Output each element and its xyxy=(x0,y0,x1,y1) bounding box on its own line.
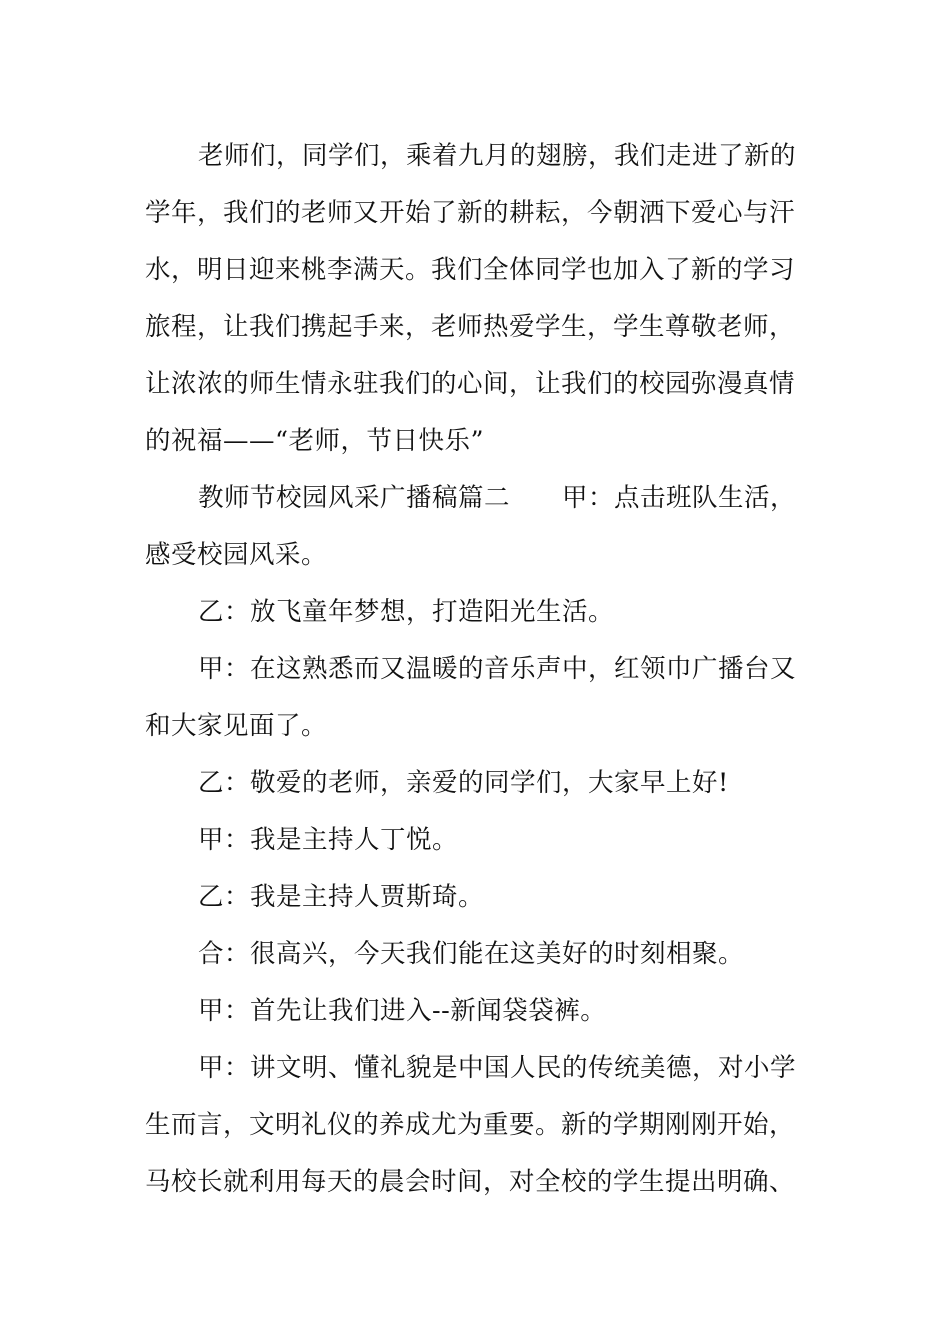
text-line: 让浓浓的师生情永驻我们的心间，让我们的校园弥漫真情 xyxy=(145,369,796,399)
paragraph-dialogue xyxy=(145,584,810,641)
paragraph-dialogue xyxy=(145,983,810,1040)
text-line: 乙：敬爱的老师，亲爱的同学们，大家早上好! xyxy=(198,768,729,798)
text-line: 感受校园风采。 xyxy=(145,540,328,570)
text-line: 学年，我们的老师又开始了新的耕耘，今朝洒下爱心与汗 xyxy=(145,198,796,228)
dialogue-text: 甲：点击班队生活， xyxy=(562,483,797,513)
paragraph-dialogue xyxy=(145,812,810,869)
text-line: 水，明日迎来桃李满天。我们全体同学也加入了新的学习 xyxy=(145,255,796,285)
text-line: 老师们，同学们，乘着九月的翅膀，我们走进了新的 xyxy=(198,141,797,171)
text-line: 乙：我是主持人贾斯琦。 xyxy=(198,882,485,912)
text-line xyxy=(145,470,810,527)
section-title: 教师节校园风采广播稿篇二 xyxy=(198,483,511,513)
paragraph-dialogue xyxy=(145,869,810,926)
paragraph-section-title xyxy=(145,470,810,584)
text-line: 旅程，让我们携起手来，老师热爱学生，学生尊敬老师， xyxy=(145,312,796,342)
text-line: 合：很高兴，今天我们能在这美好的时刻相聚。 xyxy=(198,939,745,969)
text-line: 和大家见面了。 xyxy=(145,711,328,741)
paragraph-dialogue xyxy=(145,1040,810,1211)
text-line: 甲：讲文明、懂礼貌是中国人民的传统美德，对小学 xyxy=(198,1053,797,1083)
paragraph-dialogue xyxy=(145,926,810,983)
text-line: 甲：首先让我们进入--新闻袋袋裤。 xyxy=(198,996,607,1026)
paragraph-dialogue xyxy=(145,755,810,812)
paragraph-dialogue xyxy=(145,641,810,755)
paragraph-opening xyxy=(145,128,810,470)
text-line: 马校长就利用每天的晨会时间，对全校的学生提出明确、 xyxy=(145,1167,796,1197)
text-line: 乙：放飞童年梦想，打造阳光生活。 xyxy=(198,597,615,627)
text-line: 生而言，文明礼仪的养成尤为重要。新的学期刚刚开始， xyxy=(145,1110,796,1140)
document-body xyxy=(145,128,810,1211)
text-line: 甲：在这熟悉而又温暖的音乐声中，红领巾广播台又 xyxy=(198,654,797,684)
text-line: 的祝福——“老师，节日快乐” xyxy=(145,426,485,456)
text-line: 甲：我是主持人丁悦。 xyxy=(198,825,459,855)
